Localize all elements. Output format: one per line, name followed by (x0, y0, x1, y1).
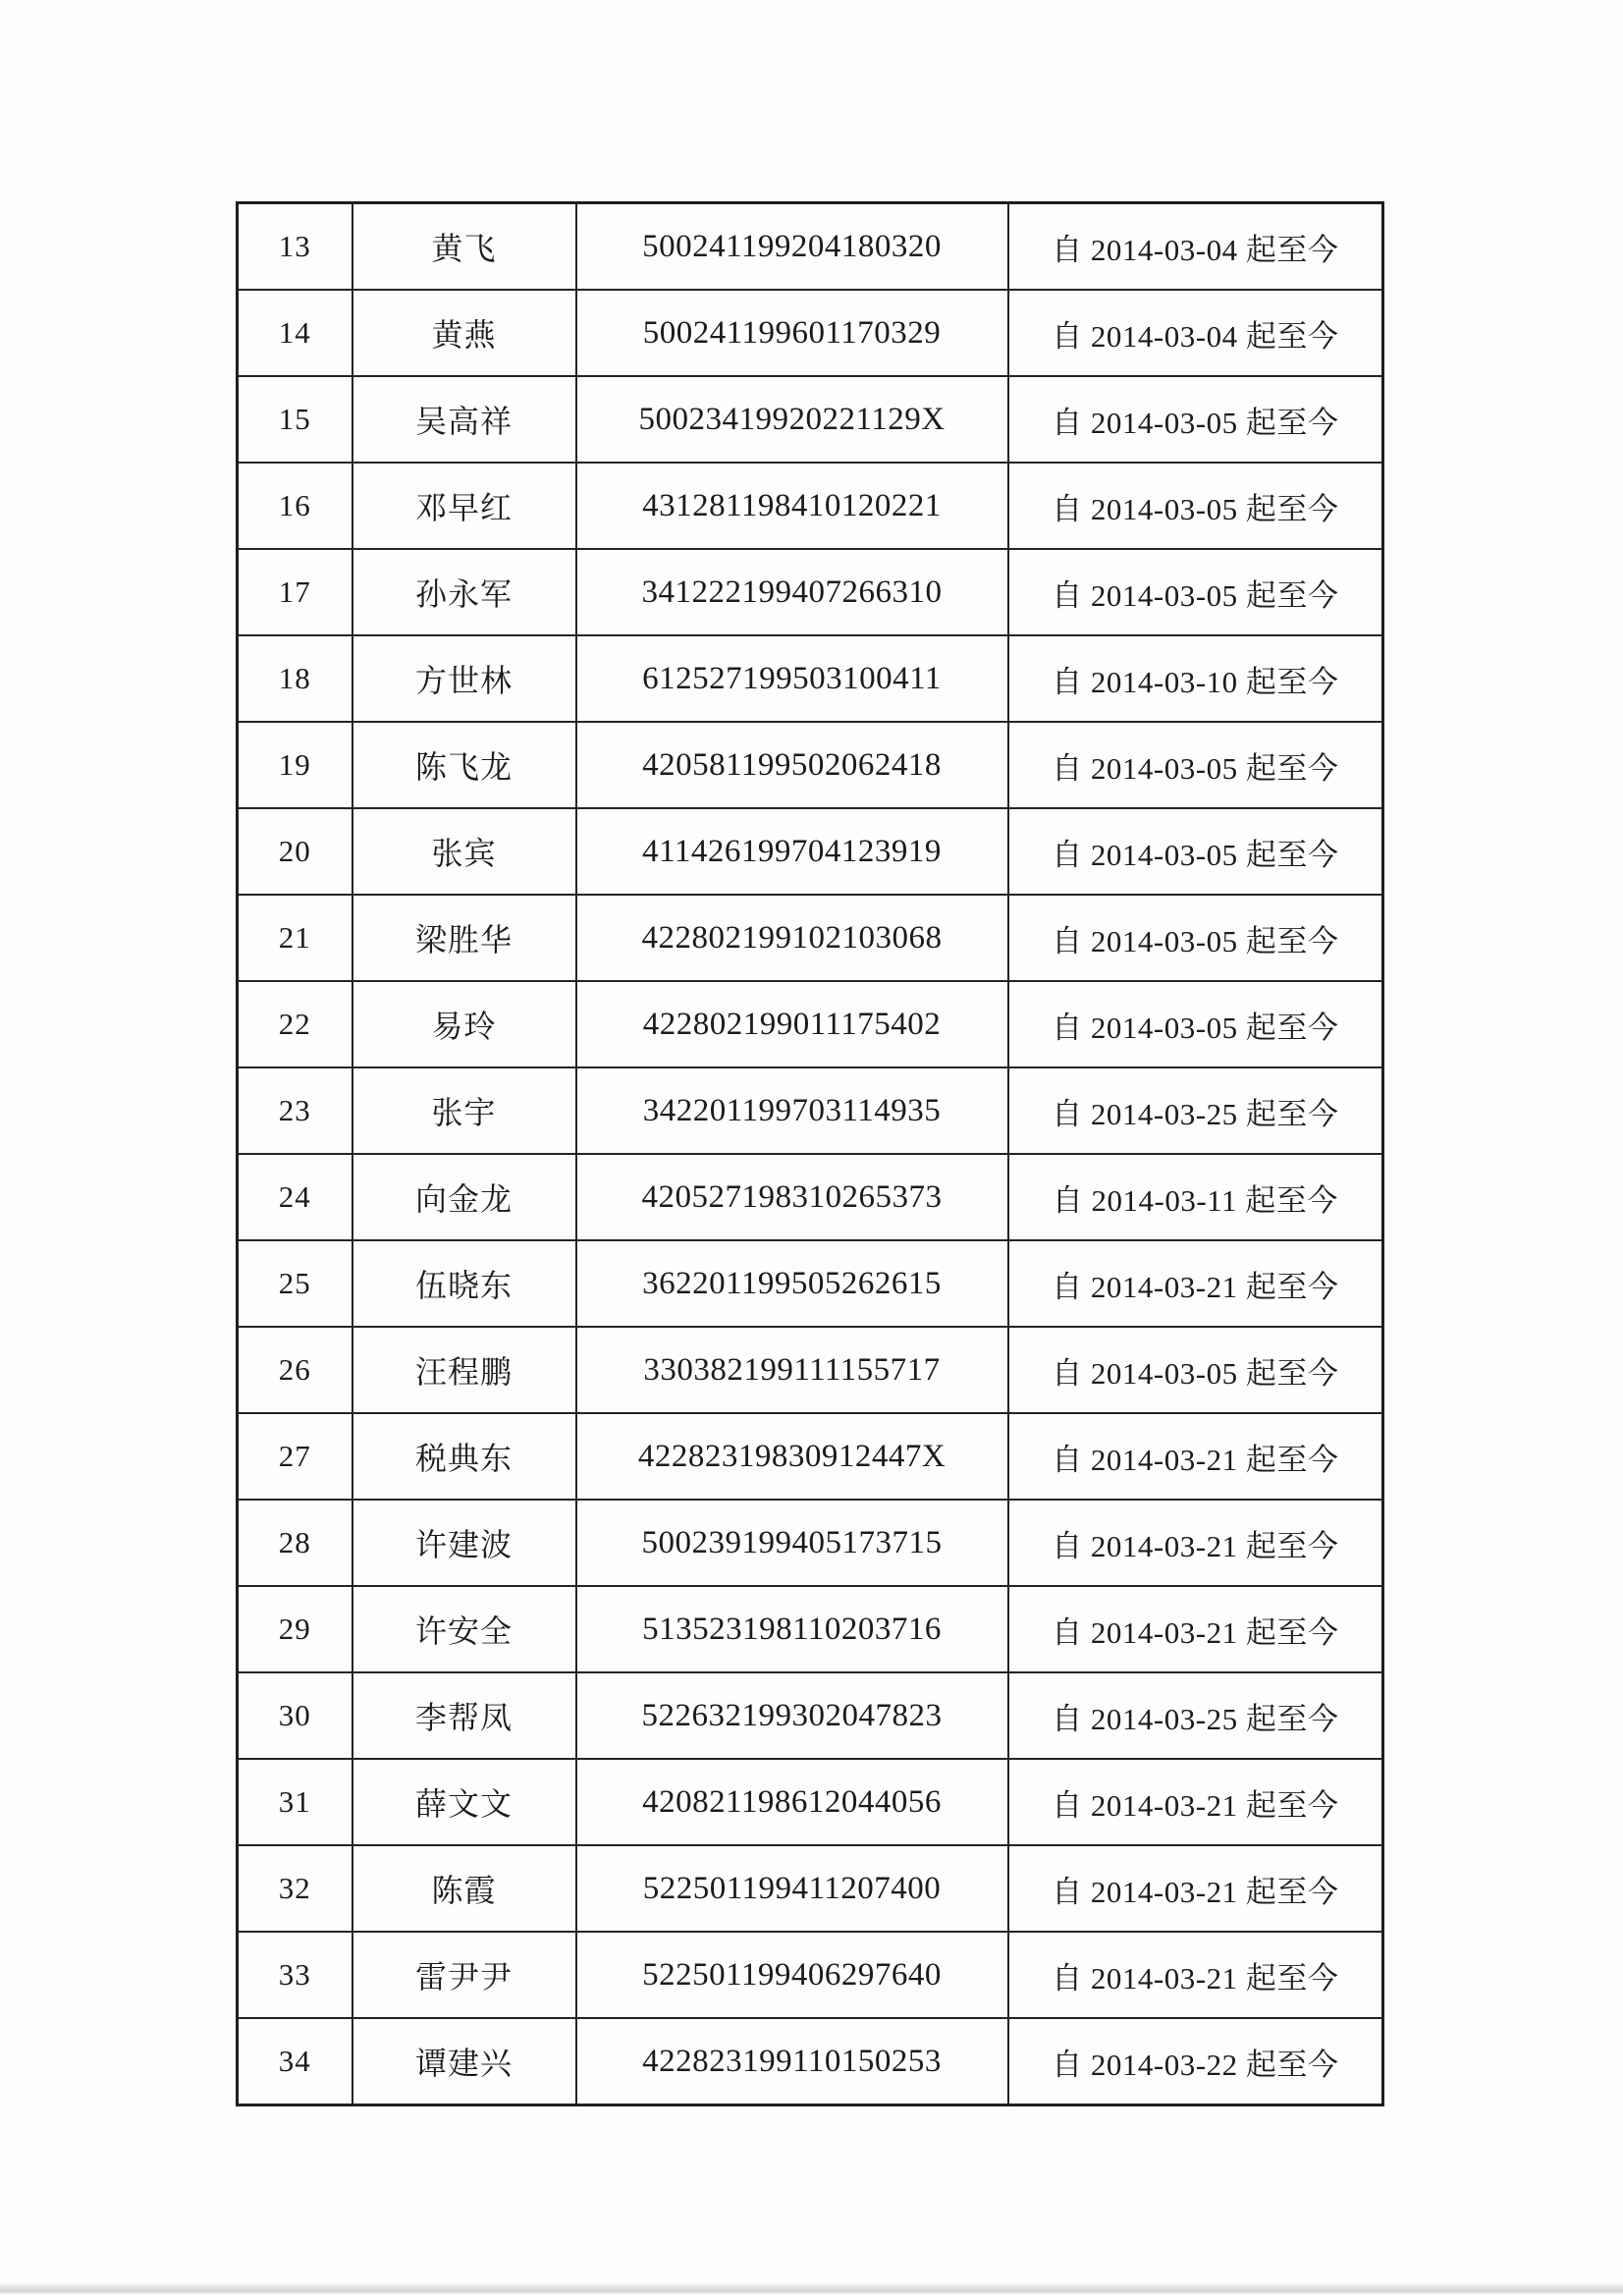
id-number-cell: 513523198110203716 (576, 1586, 1008, 1672)
id-number-cell: 522501199406297640 (576, 1932, 1008, 2018)
period-cell: 自 2014-03-04 起至今 (1008, 290, 1383, 376)
row-index-cell: 16 (238, 463, 352, 549)
table-row (238, 376, 1383, 463)
id-number-cell: 420581199502062418 (576, 722, 1008, 808)
period-cell: 自 2014-03-11 起至今 (1008, 1154, 1383, 1240)
row-index-cell: 13 (238, 203, 352, 291)
name-cell: 税典东 (352, 1413, 576, 1500)
row-index-cell: 30 (238, 1672, 352, 1759)
row-index-cell: 33 (238, 1932, 352, 2018)
row-index-cell: 15 (238, 376, 352, 463)
period-cell: 自 2014-03-25 起至今 (1008, 1672, 1383, 1759)
id-number-cell: 342201199703114935 (576, 1067, 1008, 1154)
table-row (238, 1500, 1383, 1586)
row-index-cell: 14 (238, 290, 352, 376)
row-index-cell: 24 (238, 1154, 352, 1240)
name-cell: 陈飞龙 (352, 722, 576, 808)
table-row (238, 1240, 1383, 1327)
id-number-cell: 500241199204180320 (576, 203, 1008, 291)
row-index-cell: 32 (238, 1845, 352, 1932)
period-cell: 自 2014-03-21 起至今 (1008, 1240, 1383, 1327)
id-number-cell: 420527198310265373 (576, 1154, 1008, 1240)
row-index-cell: 20 (238, 808, 352, 895)
period-cell: 自 2014-03-05 起至今 (1008, 808, 1383, 895)
table-row (238, 635, 1383, 722)
period-cell: 自 2014-03-21 起至今 (1008, 1500, 1383, 1586)
table-row (238, 808, 1383, 895)
name-cell: 许安全 (352, 1586, 576, 1672)
name-cell: 薛文文 (352, 1759, 576, 1845)
table-row (238, 463, 1383, 549)
row-index-cell: 17 (238, 549, 352, 635)
id-number-cell: 500239199405173715 (576, 1500, 1008, 1586)
period-cell: 自 2014-03-21 起至今 (1008, 1932, 1383, 2018)
period-cell: 自 2014-03-21 起至今 (1008, 1586, 1383, 1672)
table-row (238, 290, 1383, 376)
id-number-cell: 420821198612044056 (576, 1759, 1008, 1845)
row-index-cell: 18 (238, 635, 352, 722)
row-index-cell: 23 (238, 1067, 352, 1154)
table-row (238, 1413, 1383, 1500)
period-cell: 自 2014-03-21 起至今 (1008, 1413, 1383, 1500)
name-cell: 许建波 (352, 1500, 576, 1586)
table-row (238, 549, 1383, 635)
id-number-cell: 522501199411207400 (576, 1845, 1008, 1932)
period-cell: 自 2014-03-21 起至今 (1008, 1759, 1383, 1845)
row-index-cell: 25 (238, 1240, 352, 1327)
period-cell: 自 2014-03-05 起至今 (1008, 549, 1383, 635)
name-cell: 张宾 (352, 808, 576, 895)
table-row (238, 1327, 1383, 1413)
period-cell: 自 2014-03-10 起至今 (1008, 635, 1383, 722)
row-index-cell: 22 (238, 981, 352, 1067)
table-row (238, 1845, 1383, 1932)
id-number-cell: 50023419920221129X (576, 376, 1008, 463)
name-cell: 陈霞 (352, 1845, 576, 1932)
id-number-cell: 422802199102103068 (576, 895, 1008, 981)
id-number-cell: 411426199704123919 (576, 808, 1008, 895)
period-cell: 自 2014-03-05 起至今 (1008, 376, 1383, 463)
row-index-cell: 19 (238, 722, 352, 808)
id-number-cell: 341222199407266310 (576, 549, 1008, 635)
id-number-cell: 431281198410120221 (576, 463, 1008, 549)
table-row (238, 203, 1383, 291)
row-index-cell: 21 (238, 895, 352, 981)
id-number-cell: 362201199505262615 (576, 1240, 1008, 1327)
table-row (238, 2018, 1383, 2105)
period-cell: 自 2014-03-05 起至今 (1008, 1327, 1383, 1413)
name-cell: 张宇 (352, 1067, 576, 1154)
id-number-cell: 612527199503100411 (576, 635, 1008, 722)
name-cell: 方世林 (352, 635, 576, 722)
name-cell: 吴高祥 (352, 376, 576, 463)
id-number-cell: 500241199601170329 (576, 290, 1008, 376)
name-cell: 向金龙 (352, 1154, 576, 1240)
period-cell: 自 2014-03-21 起至今 (1008, 1845, 1383, 1932)
table-row (238, 1759, 1383, 1845)
name-cell: 黄飞 (352, 203, 576, 291)
period-cell: 自 2014-03-05 起至今 (1008, 722, 1383, 808)
scan-artifact-strip (0, 2282, 1623, 2294)
period-cell: 自 2014-03-05 起至今 (1008, 463, 1383, 549)
name-cell: 邓早红 (352, 463, 576, 549)
table-row (238, 1932, 1383, 2018)
id-number-cell: 422823199110150253 (576, 2018, 1008, 2105)
row-index-cell: 27 (238, 1413, 352, 1500)
id-number-cell: 522632199302047823 (576, 1672, 1008, 1759)
id-number-cell: 422802199011175402 (576, 981, 1008, 1067)
roster-table (236, 201, 1384, 2106)
name-cell: 雷尹尹 (352, 1932, 576, 2018)
name-cell: 汪程鹏 (352, 1327, 576, 1413)
name-cell: 孙永军 (352, 549, 576, 635)
row-index-cell: 26 (238, 1327, 352, 1413)
table-row (238, 1672, 1383, 1759)
table-row (238, 981, 1383, 1067)
table-row (238, 895, 1383, 981)
period-cell: 自 2014-03-22 起至今 (1008, 2018, 1383, 2105)
table-row (238, 1586, 1383, 1672)
period-cell: 自 2014-03-25 起至今 (1008, 1067, 1383, 1154)
row-index-cell: 28 (238, 1500, 352, 1586)
row-index-cell: 29 (238, 1586, 352, 1672)
row-index-cell: 34 (238, 2018, 352, 2105)
id-number-cell: 330382199111155717 (576, 1327, 1008, 1413)
row-index-cell: 31 (238, 1759, 352, 1845)
period-cell: 自 2014-03-04 起至今 (1008, 203, 1383, 291)
name-cell: 梁胜华 (352, 895, 576, 981)
table-row (238, 722, 1383, 808)
period-cell: 自 2014-03-05 起至今 (1008, 981, 1383, 1067)
period-cell: 自 2014-03-05 起至今 (1008, 895, 1383, 981)
table-row (238, 1067, 1383, 1154)
roster-table-body (238, 203, 1383, 2105)
name-cell: 易玲 (352, 981, 576, 1067)
table-row (238, 1154, 1383, 1240)
name-cell: 伍晓东 (352, 1240, 576, 1327)
name-cell: 李帮凤 (352, 1672, 576, 1759)
name-cell: 谭建兴 (352, 2018, 576, 2105)
name-cell: 黄燕 (352, 290, 576, 376)
id-number-cell: 42282319830912447X (576, 1413, 1008, 1500)
